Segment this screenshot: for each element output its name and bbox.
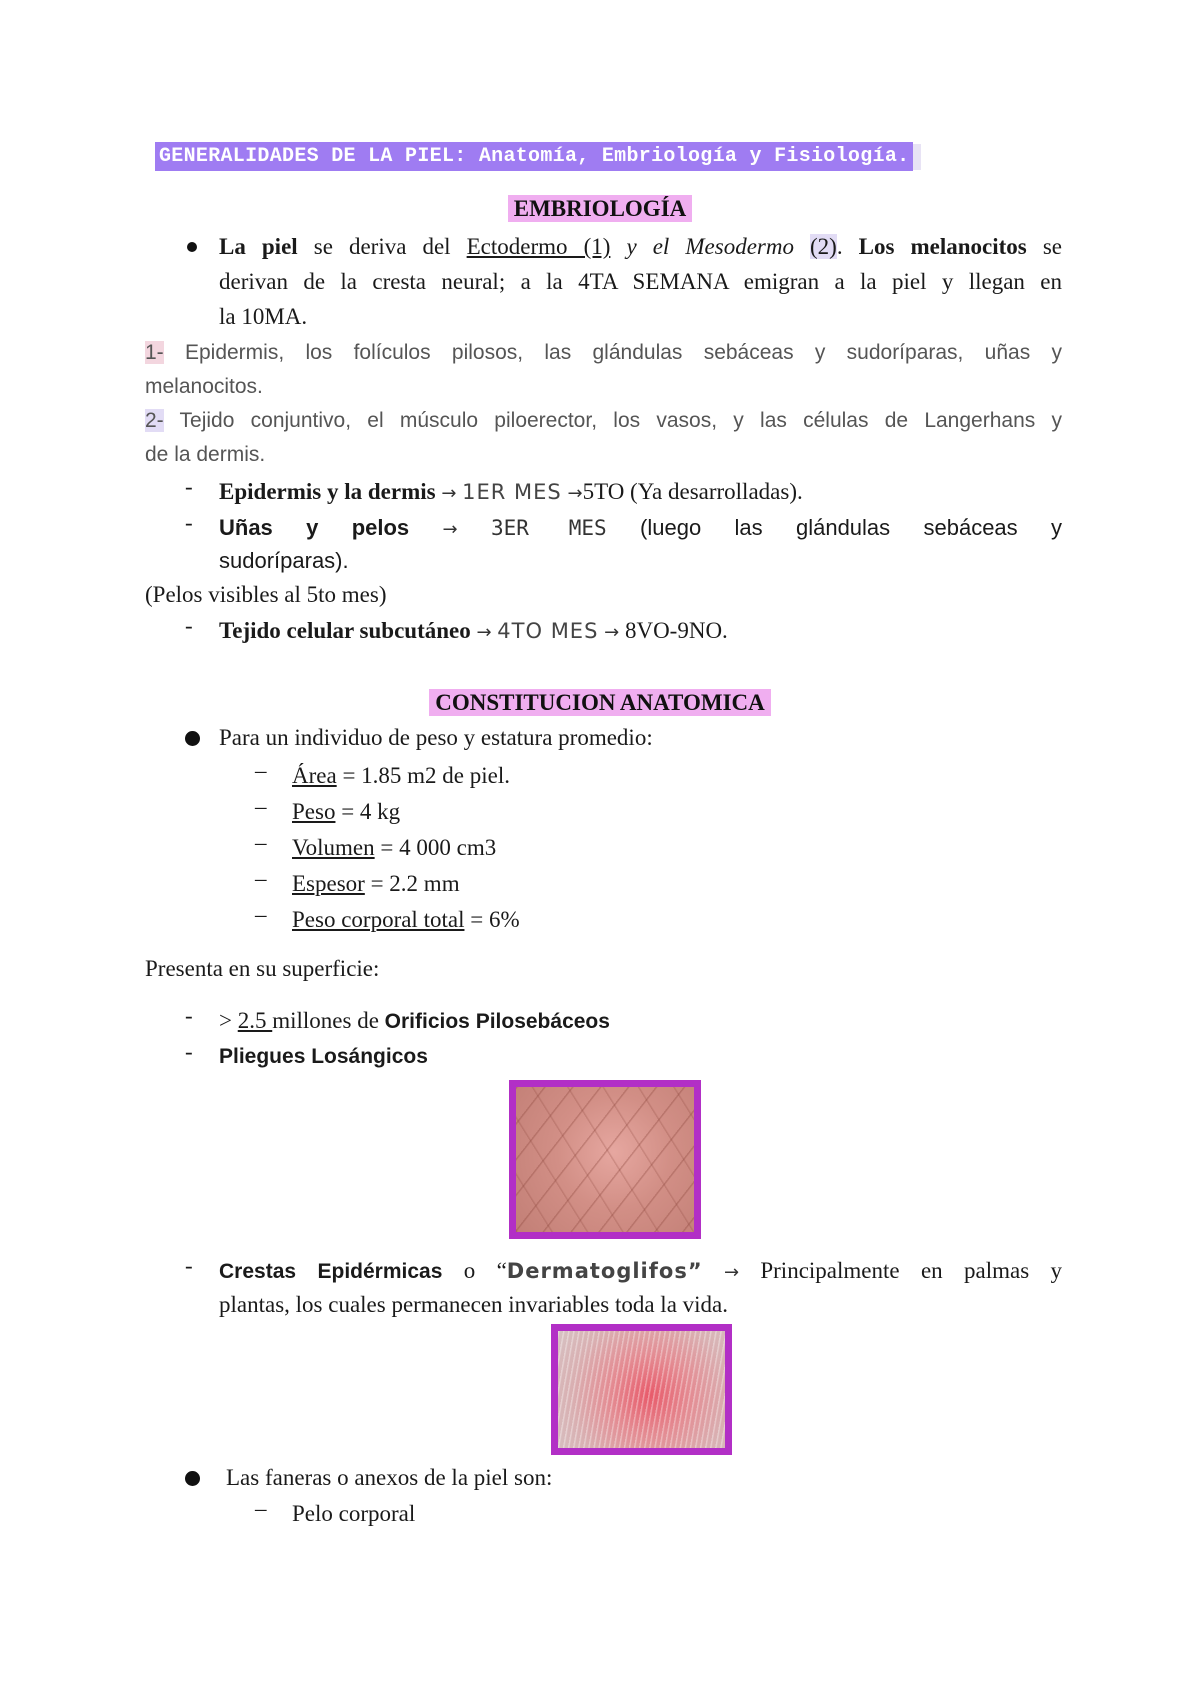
item-label: Peso corporal total: [292, 907, 465, 932]
melanocitos-label: Los melanocitos: [858, 234, 1027, 259]
mesodermo-term: y el Mesodermo: [610, 234, 811, 259]
text-fragment: .: [836, 234, 859, 259]
dash-marker: –: [255, 866, 267, 891]
bullet-dot: [185, 731, 200, 746]
item-value: = 2.2 mm: [364, 871, 460, 896]
constitucion-item: [292, 902, 520, 938]
heading-constitucion-text: CONSTITUCION ANATOMICA: [429, 689, 771, 716]
dash-marker: -: [185, 1003, 193, 1028]
heading-embriologia: [0, 196, 1200, 222]
note-1-line1: [145, 335, 1062, 371]
arrow-icon: →: [442, 519, 458, 540]
crestas-line1: [219, 1253, 1062, 1291]
title-highlight-end: [913, 144, 921, 170]
pelos-note: (Pelos visibles al 5to mes): [145, 582, 387, 607]
note-2-text: Tejido conjuntivo, el músculo piloerector, los vasos, y las células de Langerhans y: [163, 409, 1062, 432]
month-text: 8VO-9NO.: [624, 618, 728, 643]
dash-marker: -: [185, 474, 193, 499]
piel-label: La piel: [219, 234, 298, 259]
constitucion-item: [292, 830, 496, 866]
dash-marker: –: [255, 830, 267, 855]
fingerprint-image: [558, 1331, 725, 1448]
unas-pelos-label: Uñas y pelos: [219, 515, 410, 540]
note-1-text: Epidermis, los folículos pilosos, las glándulas sebáceas y sudoríparas, uñas y: [163, 341, 1062, 364]
superficie-text: Presenta en su superficie:: [145, 956, 380, 981]
dash-marker: –: [255, 1496, 267, 1521]
pliegues-label: Pliegues Losángicos: [219, 1045, 428, 1068]
orificios-label: Orificios Pilosebáceos: [384, 1010, 610, 1033]
orificios-count: 2.5: [237, 1008, 273, 1033]
text-fragment: >: [219, 1008, 238, 1033]
bullet-dot: [185, 1471, 200, 1486]
month-text: 4TO MES: [497, 619, 599, 643]
constitucion-item: [292, 794, 400, 830]
note-1-number: 1-: [145, 341, 164, 364]
item-label: Área: [292, 763, 337, 788]
text-fragment: o “: [442, 1258, 507, 1283]
arrow-icon: →: [598, 622, 625, 643]
note-2-number: 2-: [145, 409, 164, 432]
fingerprint-photo: [551, 1324, 732, 1455]
bullet-dot: [187, 242, 197, 252]
constitucion-intro: Para un individuo de peso y estatura promedio:: [219, 725, 653, 750]
arrow-icon: →: [470, 622, 498, 643]
dermatoglifos-term: Dermatoglifos”: [506, 1259, 703, 1283]
ectodermo-term: Ectodermo (1): [466, 234, 611, 259]
text-fragment: se deriva del: [297, 234, 467, 259]
epidermis-dermis-label: Epidermis y la dermis: [219, 479, 436, 504]
bullet-piel-line3: la 10MA.: [219, 304, 308, 329]
unas-pelos-detail: (luego las glándulas sebáceas y: [640, 515, 1063, 540]
crestas-line2: plantas, los cuales permanecen invariables toda la vida.: [219, 1292, 728, 1317]
fanera-item: Pelo corporal: [292, 1501, 416, 1526]
skin-folds-image: [516, 1087, 694, 1232]
month-text: 1ER MES: [462, 480, 562, 504]
text-fragment: se: [1026, 234, 1062, 259]
item-label: Peso: [292, 799, 336, 824]
dash-marker: –: [255, 758, 267, 783]
note-1-line2: melanocitos.: [145, 375, 263, 398]
constitucion-item: [292, 758, 510, 794]
arrow-icon: →: [435, 483, 463, 504]
crestas-label: Crestas Epidérmicas: [219, 1260, 443, 1283]
arrow-icon: →: [561, 483, 583, 504]
dash-epidermis-dermis: [219, 474, 803, 512]
item-value: = 6%: [464, 907, 520, 932]
text-fragment: Principalmente en palmas y: [760, 1258, 1062, 1283]
tejido-subcutaneo-label: Tejido celular subcutáneo: [219, 618, 471, 643]
text-fragment: millones de: [272, 1008, 385, 1033]
dash-unas-pelos-line2: sudoríparas).: [219, 548, 349, 573]
constitucion-item: [292, 866, 460, 902]
dash-marker: –: [255, 902, 267, 927]
item-value: = 4 000 cm3: [374, 835, 497, 860]
dash-marker: -: [185, 510, 193, 535]
dash-marker: –: [255, 794, 267, 819]
dash-marker: -: [185, 613, 193, 638]
bullet-piel-line1: [219, 229, 1062, 265]
title-text: GENERALIDADES DE LA PIEL: Anatomía, Embriología y Fisiología.: [155, 142, 913, 171]
bullet-piel-line2: derivan de la cresta neural; a la 4TA SEMANA emigran a la piel y llegan en: [219, 269, 1062, 294]
dash-marker: -: [185, 1039, 193, 1064]
skin-folds-photo: [509, 1080, 701, 1239]
dash-marker: -: [185, 1253, 193, 1278]
heading-constitucion: [0, 690, 1200, 716]
heading-embriologia-text: EMBRIOLOGÍA: [508, 195, 693, 222]
orificios-line: [219, 1003, 610, 1040]
item-label: Volumen: [292, 835, 375, 860]
month-text: 5TO (Ya desarrolladas).: [582, 479, 803, 504]
dash-tejido-subcutaneo: [219, 613, 728, 651]
mesodermo-ref: (2): [810, 234, 837, 259]
faneras-text: Las faneras o anexos de la piel son:: [226, 1465, 553, 1490]
document-title: [155, 144, 1055, 175]
item-label: Espesor: [292, 871, 365, 896]
item-value: = 4 kg: [335, 799, 401, 824]
month-text: 3ER MES: [490, 516, 607, 540]
item-value: = 1.85 m2 de piel.: [336, 763, 510, 788]
note-2-line1: [145, 403, 1062, 439]
note-2-line2: de la dermis.: [145, 443, 266, 466]
arrow-icon: →: [702, 1262, 761, 1283]
